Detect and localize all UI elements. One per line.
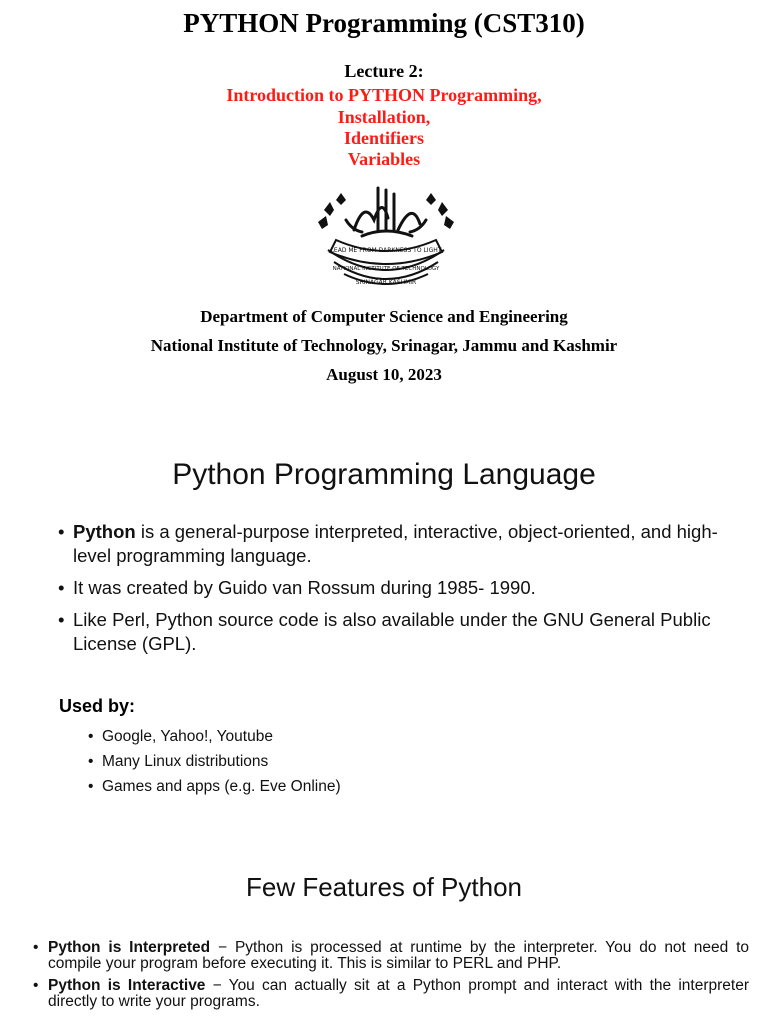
slide-title: Python Programming Language <box>172 458 596 491</box>
used-by-heading: Used by: <box>59 696 136 716</box>
used-by-list <box>88 724 688 799</box>
lecture-topic: Installation, <box>337 107 431 127</box>
list-item: • Google, Yahoo!, Youtube <box>88 724 688 749</box>
seal-ring-text: NATIONAL INSTITUTE OF TECHNOLOGY <box>332 266 440 272</box>
seal-location: SRINAGAR KASHMIR <box>355 279 417 286</box>
lecture-topic: Introduction to PYTHON Programming, <box>226 85 542 105</box>
bullet-list <box>58 520 738 664</box>
list-item: • Games and apps (e.g. Eve Online) <box>88 774 688 799</box>
slide-title: Few Features of Python <box>245 872 523 902</box>
list-item: • Many Linux distributions <box>88 749 688 774</box>
title-slide <box>0 0 768 400</box>
lecture-topic: Identifiers <box>344 128 424 148</box>
list-item: • Python is Interactive − You can actually sit at a Python prompt and interact with the interpreter directly to write your programs. <box>33 978 749 1010</box>
list-item: • Python is a general-purpose interpreted, interactive, object-oriented, and high-level programming language. <box>58 520 738 568</box>
seal-motto: LEAD ME FROM DARKNESS TO LIGHT <box>330 247 442 254</box>
institute-name: National Institute of Technology, Srinagar, Jammu and Kashmir <box>150 336 618 355</box>
python-language-slide <box>0 430 768 830</box>
department-name: Department of Computer Science and Engineering <box>200 307 568 326</box>
list-item: • It was created by Guido van Rossum during 1985- 1990. <box>58 576 738 600</box>
lecture-topic: Variables <box>347 149 421 169</box>
features-slide <box>0 858 768 1024</box>
lecture-number: Lecture 2: <box>344 61 424 81</box>
institute-seal-icon <box>314 180 458 290</box>
feature-list <box>33 940 749 1016</box>
list-item: • Python is Interpreted − Python is processed at runtime by the interpreter. You do not need to compile your program before executing it. This is similar to PERL and PHP. <box>33 940 749 972</box>
list-item: • Like Perl, Python source code is also available under the GNU General Public License (GPL). <box>58 608 738 656</box>
lecture-date: August 10, 2023 <box>326 365 442 384</box>
course-title: PYTHON Programming (CST310) <box>183 8 585 38</box>
